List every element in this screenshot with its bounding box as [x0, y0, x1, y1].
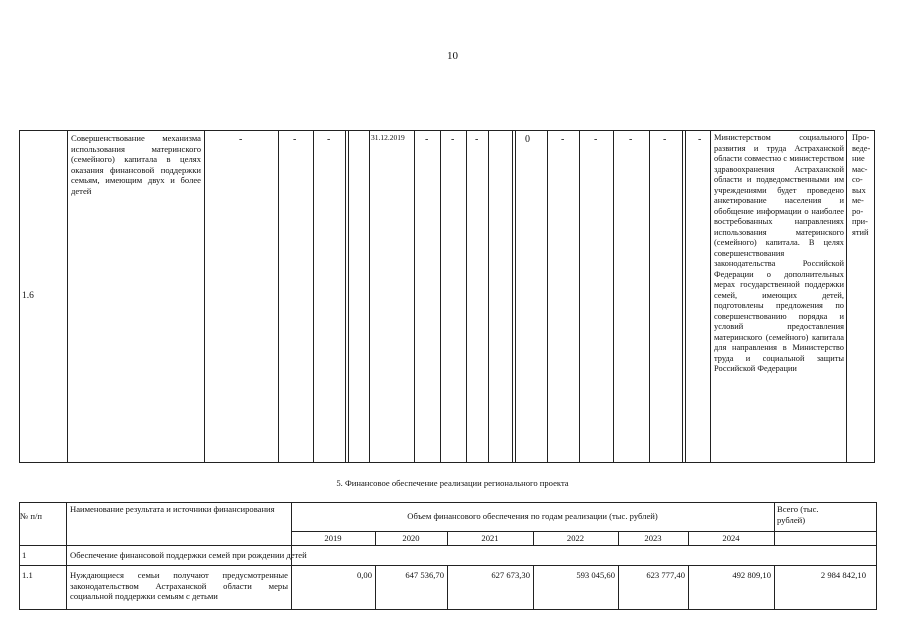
cell-value: -: [663, 134, 667, 145]
year-label: 2023: [644, 533, 662, 543]
year-label: 2019: [324, 533, 342, 543]
row-value: 623 777,40: [646, 570, 685, 580]
row-id: 1.6: [22, 291, 34, 301]
status-text: [852, 133, 876, 238]
col-divider: [547, 131, 548, 462]
col-divider: [710, 131, 711, 462]
year-label: 2020: [402, 533, 420, 543]
col-divider: [313, 131, 314, 462]
row-divider: [19, 565, 877, 566]
cell-value: -: [698, 134, 702, 145]
cell-value: -: [475, 134, 479, 145]
row-divider: [19, 502, 877, 503]
section-caption: 5. Финансовое обеспечение реализации регионального проекта: [336, 478, 569, 488]
col-divider: [278, 131, 279, 462]
row-value: 492 809,10: [732, 570, 771, 580]
year-label: 2024: [722, 533, 740, 543]
col-divider: [488, 131, 489, 462]
row-divider: [19, 545, 877, 546]
col-divider: [579, 131, 580, 462]
col-divider: [613, 131, 614, 462]
row-divider: [19, 609, 877, 610]
col-divider: [369, 131, 370, 462]
col-divider: [876, 502, 877, 610]
status-line: ро-: [852, 206, 864, 216]
year-label: 2022: [566, 533, 585, 543]
col-divider: [67, 131, 68, 462]
col-divider: [682, 131, 686, 462]
row-value: 0,00: [356, 570, 372, 580]
header-total: Всего (тыс. рублей): [777, 504, 819, 525]
col-divider: [440, 131, 441, 462]
row-num: 1.1: [22, 570, 33, 580]
row-name: Нуждающиеся семьи получают предусмотренные законодательством Астраханской области меры социальной поддержки семьям с детьми: [70, 570, 288, 602]
page-number: 10: [447, 50, 458, 62]
col-divider: [345, 131, 349, 462]
status-line: ятий: [852, 227, 869, 237]
col-divider: [466, 131, 467, 462]
header-name: Наименование результата и источники финансирования: [70, 504, 275, 514]
cell-value: -: [327, 134, 331, 145]
col-divider: [204, 131, 205, 462]
col-divider: [414, 131, 415, 462]
row-value: 593 045,60: [576, 570, 615, 580]
finance-table: [19, 502, 877, 610]
col-divider: [846, 131, 847, 462]
col-divider: [512, 131, 516, 462]
cell-value: -: [594, 134, 598, 145]
cell-value: -: [425, 134, 429, 145]
header-num: № п/п: [20, 511, 42, 521]
cell-date: 31.12.2019: [371, 133, 405, 142]
status-line: вых: [852, 185, 866, 195]
col-divider: [774, 502, 775, 545]
status-line: мас-: [852, 164, 868, 174]
status-line: Про-: [852, 133, 870, 142]
cell-value: -: [451, 134, 455, 145]
task-text: Совершенствование механизма использования материнского (семейного) капитала в целях оказания финансовой поддержки семьям, имеющим двух и более детей: [71, 133, 201, 196]
row-divider: [291, 531, 877, 532]
cell-value: -: [561, 134, 565, 145]
cell-value: -: [629, 134, 633, 145]
status-line: ние: [852, 154, 865, 163]
cell-value: 0: [525, 134, 530, 145]
status-line: при-: [852, 217, 868, 226]
cell-value: -: [239, 134, 243, 145]
status-line: ме-: [852, 196, 864, 205]
row-value: 627 673,30: [491, 570, 530, 580]
row-value: 647 536,70: [405, 570, 444, 580]
cell-value: -: [293, 134, 297, 145]
row-name: Обеспечение финансовой поддержки семей при рождении детей: [70, 550, 307, 560]
col-divider: [66, 502, 67, 610]
col-divider: [649, 131, 650, 462]
status-line: веде-: [852, 143, 871, 153]
row-total: 2 984 842,10: [820, 570, 866, 580]
status-line: со-: [852, 175, 863, 184]
year-label: 2021: [481, 533, 499, 543]
upper-table: [19, 130, 875, 463]
row-num: 1: [22, 550, 27, 560]
result-text: Министерством социального развития и труда Астраханской области совместно с министерством здравоохранения Астраханской области и подведомственными им учреждениями будет проведено анкетирование населения и обобщение информации о наиболее востребованных направлениях использования материнского (семейного) капитала. В целях совершенствования законодательства Российской Федерации о дополнительных мерах государственной поддержки семей, имеющих детей, подготовлены предложения по совершенствованию порядка и условий предоставления материнского (семейного) капитала для направления в Министерство труда и социальной защиты Российской Федерации: [714, 133, 844, 373]
header-volume: Объем финансового обеспечения по годам реализации (тыс. рублей): [407, 511, 658, 521]
